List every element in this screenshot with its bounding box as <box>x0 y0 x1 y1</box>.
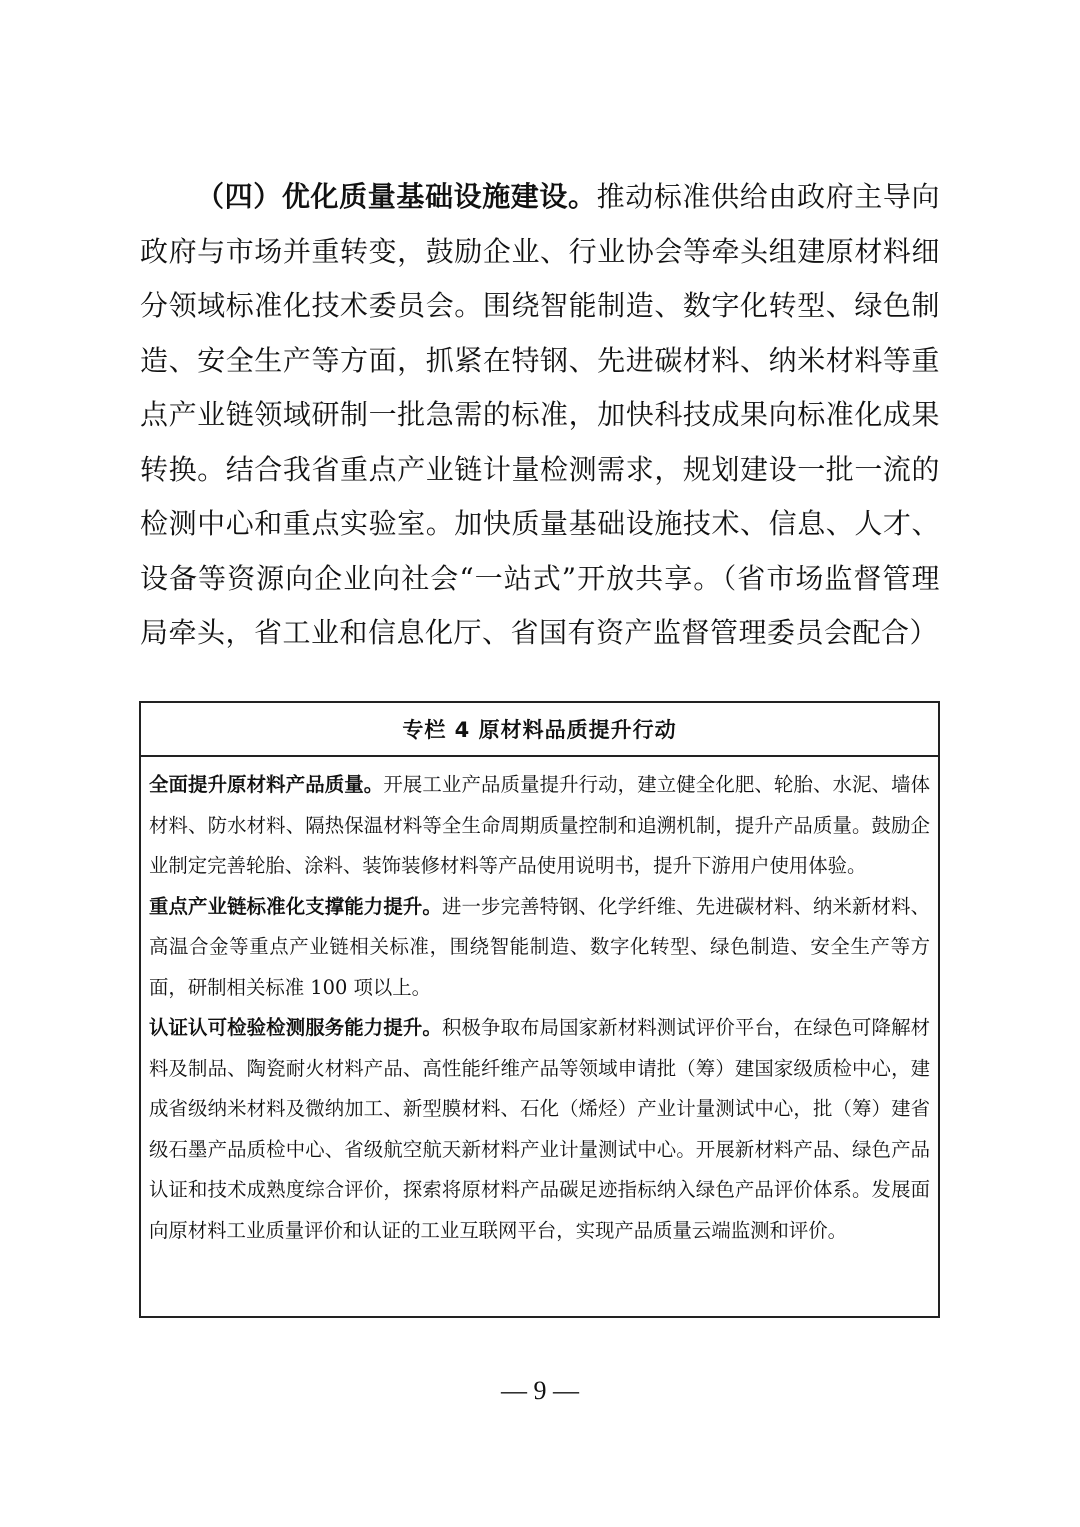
column-item-text: 开展工业产品质量提升行动，建立健全化肥、轮胎、水泥、墙体材料、防水材料、隔热保温材料等全生命周期质量控制和追溯机制，提升产品质量。鼓励企业制定完善轮胎、涂料、装饰装修材料等产品使用说明书，提升下游用户使用体验。 <box>149 773 931 877</box>
column-item-lead: 认证认可检验检测服务能力提升。 <box>149 1016 442 1039</box>
column-item-text: 积极争取布局国家新材料测试评价平台，在绿色可降解材料及制品、陶瓷耐火材料产品、高性能纤维产品等领域申请批（筹）建国家级质检中心，建成省级纳米材料及微纳加工、新型膜材料、石化（烯烃）产业计量测试中心，批（筹）建省级石墨产品质检中心、省级航空航天新材料产业计量测试中心。开展新材料产品、绿色产品认证和技术成熟度综合评价，探索将原材料产品碳足迹指标纳入绿色产品评价体系。发展面向原材料工业质量评价和认证的工业互联网平台，实现产品质量云端监测和评价。 <box>149 1016 931 1242</box>
column-item <box>149 887 930 1009</box>
column-item <box>149 765 930 887</box>
column-item-text: 进一步完善特钢、化学纤维、先进碳材料、纳米新材料、高温合金等重点产业链相关标准，围绕智能制造、数字化转型、绿色制造、安全生产等方面，研制相关标准 100 项以上。 <box>149 894 931 999</box>
section-body: 推动标准供给由政府主导向政府与市场并重转变，鼓励企业、行业协会等牵头组建原材料细分领域标准化技术委员会。围绕智能制造、数字化转型、绿色制造、安全生产等方面，抓紧在特钢、先进碳材料、纳米材料等重点产业链领域研制一批急需的标准，加快科技成果向标准化成果转换。结合我省重点产业链计量检测需求，规划建设一批一流的检测中心和重点实验室。加快质量基础设施技术、信息、人才、设备等资源向企业向社会“一站式”开放共享。（省市场监督管理局牵头，省工业和信息化厅、省国有资产监督管理委员会配合） <box>140 180 940 649</box>
column-item <box>149 1008 930 1251</box>
section-heading: （四）优化质量基础设施建设。 <box>196 180 597 213</box>
column-box-title: 专栏 4 原材料品质提升行动 <box>141 703 938 757</box>
section-paragraph <box>140 170 940 661</box>
section-four <box>140 170 940 661</box>
column-item-lead: 重点产业链标准化支撑能力提升。 <box>149 894 442 918</box>
column-item-lead: 全面提升原材料产品质量。 <box>149 773 384 796</box>
column-box-body <box>141 757 938 1251</box>
page-number: — 9 — <box>501 1376 579 1405</box>
column-box <box>139 701 940 1318</box>
